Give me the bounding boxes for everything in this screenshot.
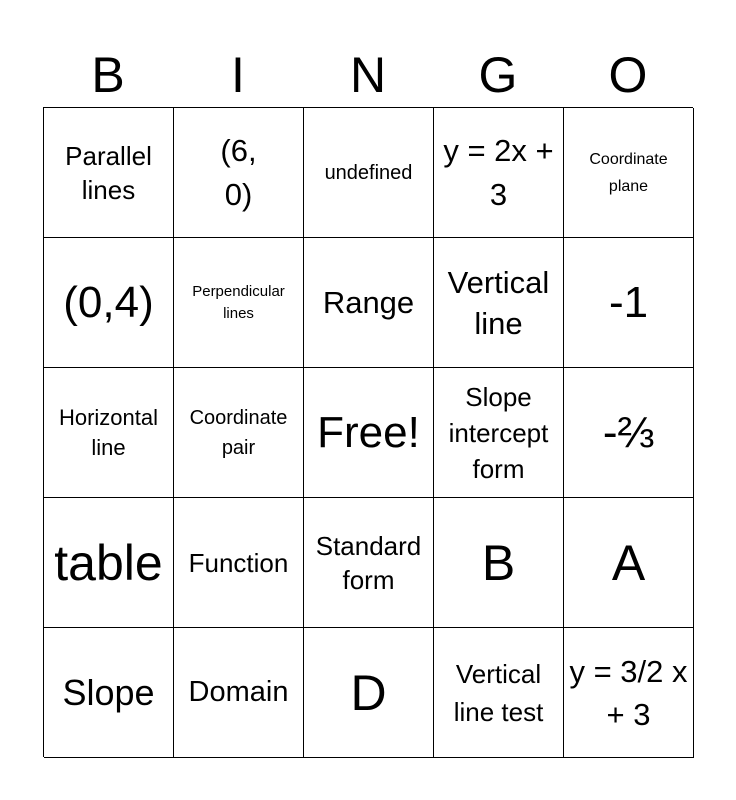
bingo-cell-r1-c4[interactable] [434,108,564,238]
bingo-cell-r3-c2[interactable] [174,368,304,498]
bingo-cell-r5-c2[interactable] [174,628,304,758]
cell-label: Slope intercept form [448,381,549,484]
bingo-cell-r5-c1[interactable] [44,628,174,758]
cell-label: y = 3/2 x + 3 [569,653,688,732]
cell-label: Domain [188,676,289,708]
cell-label: undefined [324,161,413,184]
cell-label: Coordinate pair [189,406,288,459]
bingo-cell-r1-c5[interactable] [564,108,694,238]
bingo-cell-r3-c5[interactable] [564,368,694,498]
cell-label: A [611,534,646,591]
cell-label: Range [322,285,415,320]
cell-label: Standard form [315,530,422,595]
header-letter-g: G [478,47,518,103]
cell-label: Free! [317,407,420,457]
cell-label: Function [188,547,289,578]
cell-label: Perpendicular lines [192,282,285,322]
cell-label: -1 [608,277,649,327]
cell-label: Horizontal line [58,404,159,460]
bingo-cell-r3-c3[interactable] [304,368,434,498]
bingo-cell-r5-c3[interactable] [304,628,434,758]
cell-label: Slope [62,671,155,713]
bingo-cell-r1-c3[interactable] [304,108,434,238]
bingo-cell-r3-c1[interactable] [44,368,174,498]
cell-label: Vertical line test [453,658,544,727]
bingo-cell-r4-c3[interactable] [304,498,434,628]
bingo-cell-r2-c4[interactable] [434,238,564,368]
cell-label: Parallel lines [65,140,152,205]
bingo-cell-r3-c4[interactable] [434,368,564,498]
cell-label: B [481,534,516,591]
bingo-cell-r2-c2[interactable] [174,238,304,368]
bingo-cell-r5-c5[interactable] [564,628,694,758]
cell-label: Vertical line [447,264,550,341]
bingo-board [43,107,693,757]
header-letter-i: I [231,47,245,103]
bingo-cell-r5-c4[interactable] [434,628,564,758]
bingo-cell-r2-c3[interactable] [304,238,434,368]
cell-label: table [54,534,163,591]
bingo-cell-r1-c1[interactable] [44,108,174,238]
cell-label: -⅔ [602,407,655,457]
bingo-cell-r1-c2[interactable] [174,108,304,238]
header-letter-o: O [608,47,648,103]
bingo-cell-r2-c1[interactable] [44,238,174,368]
bingo-cell-r4-c4[interactable] [434,498,564,628]
bingo-cell-r4-c5[interactable] [564,498,694,628]
bingo-header [43,42,693,108]
cell-label: (0,4) [63,277,154,327]
cell-label: D [350,664,387,721]
cell-label: (6, 0) [220,132,257,212]
bingo-cell-r2-c5[interactable] [564,238,694,368]
bingo-cell-r4-c2[interactable] [174,498,304,628]
cell-label: Coordinate plane [589,150,668,195]
cell-label: y = 2x + 3 [443,132,554,212]
header-letter-n: N [349,47,387,103]
header-letter-b: B [91,47,125,103]
bingo-cell-r4-c1[interactable] [44,498,174,628]
